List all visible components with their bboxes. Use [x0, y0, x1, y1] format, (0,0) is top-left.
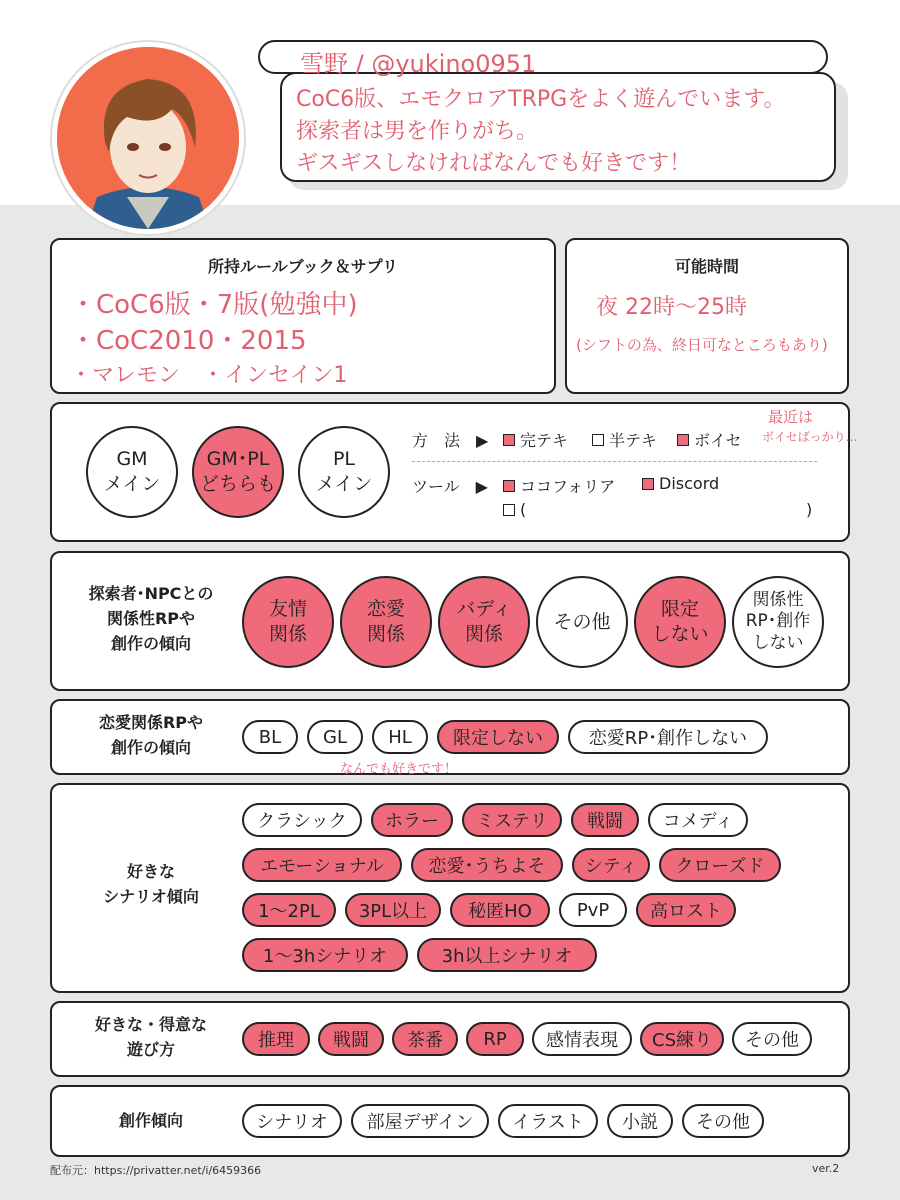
- method-label: 方 法 ▶: [412, 431, 489, 450]
- rulebook-line-3: ・マレモン ・インセイン1: [70, 363, 348, 388]
- tool-other[interactable]: [503, 500, 526, 519]
- romance-label: 恋愛関係RPや 創作の傾向: [98, 713, 204, 757]
- method-voice[interactable]: [677, 428, 742, 451]
- scenario-emotional[interactable]: エモーショナル: [242, 848, 402, 882]
- tool-discord[interactable]: [642, 474, 719, 493]
- playstyle-emotion[interactable]: 感情表現: [532, 1022, 632, 1056]
- checkbox-icon: [642, 478, 654, 490]
- scenario-3h-plus[interactable]: 3h以上シナリオ: [417, 938, 597, 972]
- checkbox-icon: [503, 434, 515, 446]
- relation-buddy[interactable]: バディ 関係: [438, 576, 530, 668]
- romance-unlimited[interactable]: 限定しない: [437, 720, 559, 754]
- relation-unlimited[interactable]: 限定 しない: [634, 576, 726, 668]
- scenario-3pl-plus[interactable]: 3PL以上: [345, 893, 441, 927]
- intro-line-3: ギスギスしなければなんでも好きです！: [296, 151, 692, 176]
- scenario-1-3h[interactable]: 1〜3hシナリオ: [242, 938, 408, 972]
- checkbox-icon: [503, 480, 515, 492]
- role-note-line-2: ボイセばっかり…: [762, 430, 858, 444]
- role-gm-main[interactable]: GM メイン: [86, 426, 178, 518]
- playstyle-rp[interactable]: RP: [466, 1022, 524, 1056]
- scenario-horror[interactable]: ホラー: [371, 803, 453, 837]
- tool-cocofolia-label: ココフォリア: [520, 477, 616, 496]
- divider: [412, 461, 817, 462]
- method-kantexi-label: 完テキ: [520, 431, 569, 450]
- scenario-closed[interactable]: クローズド: [659, 848, 781, 882]
- checkbox-icon: [677, 434, 689, 446]
- playstyle-farce[interactable]: 茶番: [392, 1022, 458, 1056]
- romance-note: なんでも好きです！: [340, 762, 458, 777]
- avatar: [52, 42, 244, 234]
- scenario-romance[interactable]: 恋愛･うちよそ: [411, 848, 563, 882]
- creation-other[interactable]: その他: [682, 1104, 764, 1138]
- method-hantexi-label: 半テキ: [609, 431, 658, 450]
- available-line-2: (シフトの為、終日可なところもあり): [576, 336, 828, 354]
- scenario-secret-ho[interactable]: 秘匿HO: [450, 893, 550, 927]
- rulebook-line-2: ・CoC2010・2015: [70, 326, 307, 356]
- relation-none[interactable]: 関係性 RP･創作 しない: [732, 576, 824, 668]
- method-voice-label: ボイセ: [694, 431, 742, 450]
- intro-line-1: CoC6版、エモクロアTRPGをよく遊んでいます。: [296, 87, 786, 112]
- scenario-label: 好きな シナリオ傾向: [103, 862, 199, 906]
- tool-other-open: (: [520, 500, 527, 519]
- role-pl-main[interactable]: PL メイン: [298, 426, 390, 518]
- relation-other[interactable]: その他: [536, 576, 628, 668]
- name-handle: 雪野 / @yukino0951: [300, 50, 537, 78]
- scenario-high-lost[interactable]: 高ロスト: [636, 893, 736, 927]
- method-kantexi[interactable]: [503, 428, 568, 451]
- creation-illustration[interactable]: イラスト: [498, 1104, 598, 1138]
- relation-label: 探索者･NPCとの 関係性RPや 創作の傾向: [88, 584, 214, 653]
- relation-romance[interactable]: 恋愛 関係: [340, 576, 432, 668]
- playstyle-cs[interactable]: CS練り: [640, 1022, 724, 1056]
- role-gm-pl-both[interactable]: GM･PL どちらも: [192, 426, 284, 518]
- romance-none[interactable]: 恋愛RP･創作しない: [568, 720, 768, 754]
- scenario-1-2pl[interactable]: 1〜2PL: [242, 893, 336, 927]
- playstyle-label: 好きな・得意な 遊び方: [94, 1015, 207, 1059]
- scenario-city[interactable]: シティ: [572, 848, 650, 882]
- romance-gl[interactable]: GL: [307, 720, 363, 754]
- creation-scenario[interactable]: シナリオ: [242, 1104, 342, 1138]
- intro-line-2: 探索者は男を作りがち。: [296, 119, 539, 144]
- rulebook-title: 所持ルールブック＆サプリ: [208, 257, 398, 276]
- scenario-battle[interactable]: 戦闘: [571, 803, 639, 837]
- relation-friendship[interactable]: 友情 関係: [242, 576, 334, 668]
- creation-label: 創作傾向: [118, 1111, 183, 1130]
- available-line-1: 夜 22時〜25時: [596, 295, 747, 320]
- romance-hl[interactable]: HL: [372, 720, 428, 754]
- rulebook-line-1: ・CoC6版・7版(勉強中): [70, 290, 358, 320]
- footer-source: 配布元：https://privatter.net/i/6459366: [50, 1164, 262, 1177]
- checkbox-icon: [503, 504, 515, 516]
- playstyle-battle[interactable]: 戦闘: [318, 1022, 384, 1056]
- scenario-mystery[interactable]: ミステリ: [462, 803, 562, 837]
- tool-discord-label: Discord: [659, 474, 720, 493]
- tool-label: ツール ▶: [412, 477, 488, 496]
- role-note-line-1: 最近は: [768, 408, 814, 426]
- footer-version: ver.2: [812, 1162, 840, 1175]
- checkbox-icon: [592, 434, 604, 446]
- method-hantexi[interactable]: [592, 428, 657, 451]
- playstyle-other[interactable]: その他: [732, 1022, 812, 1056]
- tool-cocofolia[interactable]: [503, 474, 615, 497]
- tool-other-close: ): [806, 500, 813, 519]
- scenario-classic[interactable]: クラシック: [242, 803, 362, 837]
- available-title: 可能時間: [674, 257, 739, 276]
- scenario-comedy[interactable]: コメディ: [648, 803, 748, 837]
- creation-room-design[interactable]: 部屋デザイン: [351, 1104, 489, 1138]
- romance-bl[interactable]: BL: [242, 720, 298, 754]
- scenario-pvp[interactable]: PvP: [559, 893, 627, 927]
- playstyle-deduction[interactable]: 推理: [242, 1022, 310, 1056]
- creation-novel[interactable]: 小説: [607, 1104, 673, 1138]
